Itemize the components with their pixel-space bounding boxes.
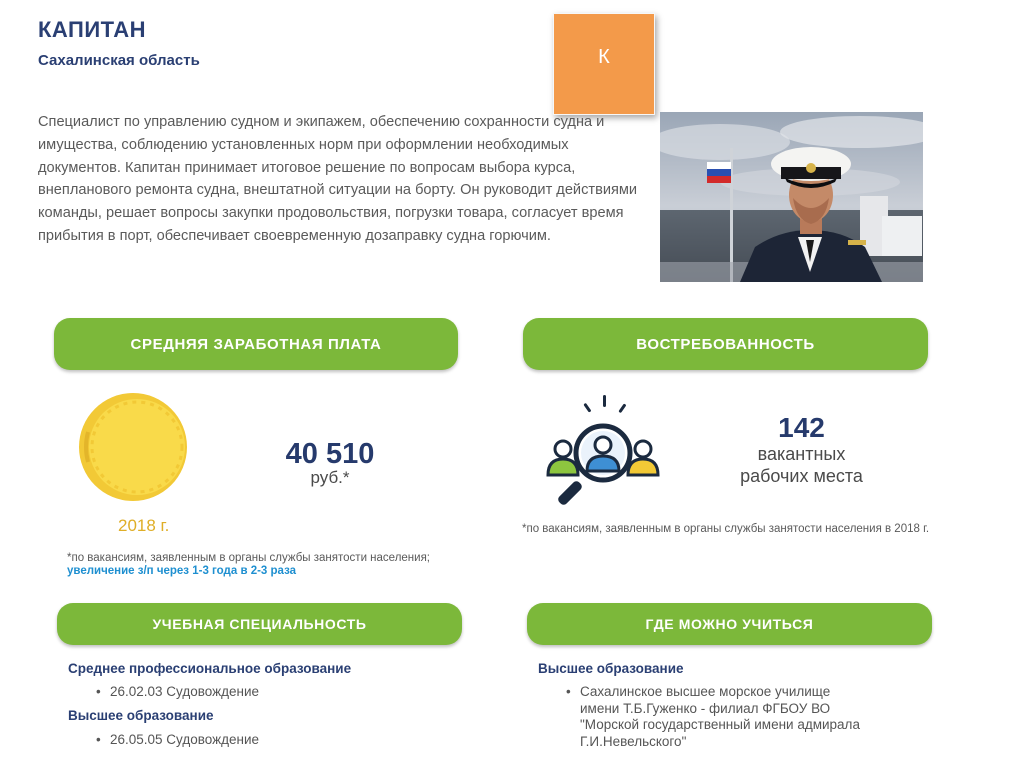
secondary-education-item: • 26.02.03 Судовождение	[86, 684, 259, 699]
salary-growth-note: увеличение з/п через 1-3 года в 2-3 раза	[67, 565, 297, 577]
institution-line2: имени Т.Б.Гуженко - филиал ФГБОУ ВО	[580, 700, 831, 716]
where-higher-education-title: Высшее образование	[538, 661, 684, 676]
institution-line1: • Сахалинское высшее морское училище	[580, 684, 831, 699]
salary-year: 2018 г.	[118, 516, 170, 535]
vacancy-label-line1: вакантных	[757, 444, 846, 464]
higher-education-item: • 26.05.05 Судовождение	[86, 732, 259, 747]
salary-footnote: *по вакансиям, заявленным в органы службы занятости населения;	[67, 552, 430, 564]
people-search-icon	[545, 393, 665, 513]
vacancy-label-line2: рабочих места	[740, 466, 863, 486]
demand-footnote: *по вакансиям, заявленным в органы службы занятости населения в 2018 г.	[522, 523, 930, 535]
letter-tile	[553, 13, 655, 115]
institution-line4: Г.И.Невельского"	[580, 733, 687, 749]
salary-unit: руб.*	[310, 468, 350, 487]
salary-heading: СРЕДНЯЯ ЗАРАБОТНАЯ ПЛАТА	[54, 318, 458, 370]
profession-description: Специалист по управлению судном и экипажем, обеспечению сохранности судна и имущества, соблюдению установленных норм при оформлении необходимых документов. Капитан принимает итоговое решение по вопросам выбора курса, внепланового ремонта судна, внештатной ситуации на борту. Он руководит действиями команды, решает вопросы закупки продовольствия, погрузки товара, согласует время прибытия в порт, обеспечивает своевременную дозаправку судна горючим.	[38, 114, 638, 244]
page-title: КАПИТАН	[38, 17, 146, 42]
higher-education-title: Высшее образование	[68, 708, 214, 723]
coin-icon	[78, 392, 188, 502]
letter-tile-text: К	[598, 45, 610, 68]
where-to-study-heading: ГДЕ МОЖНО УЧИТЬСЯ	[527, 603, 932, 645]
region-subtitle: Сахалинская область	[38, 52, 200, 69]
vacancy-count: 142	[778, 412, 825, 443]
specialty-heading: УЧЕБНАЯ СПЕЦИАЛЬНОСТЬ	[57, 603, 462, 645]
institution-line3: "Морской государственный имени адмирала	[580, 717, 860, 732]
demand-heading: ВОСТРЕБОВАННОСТЬ	[523, 318, 928, 370]
salary-value: 40 510	[285, 438, 375, 470]
vacancy-label	[730, 443, 873, 487]
secondary-education-title: Среднее профессиональное образование	[68, 661, 352, 676]
institution-name	[538, 684, 1000, 750]
captain-photo	[660, 112, 923, 282]
